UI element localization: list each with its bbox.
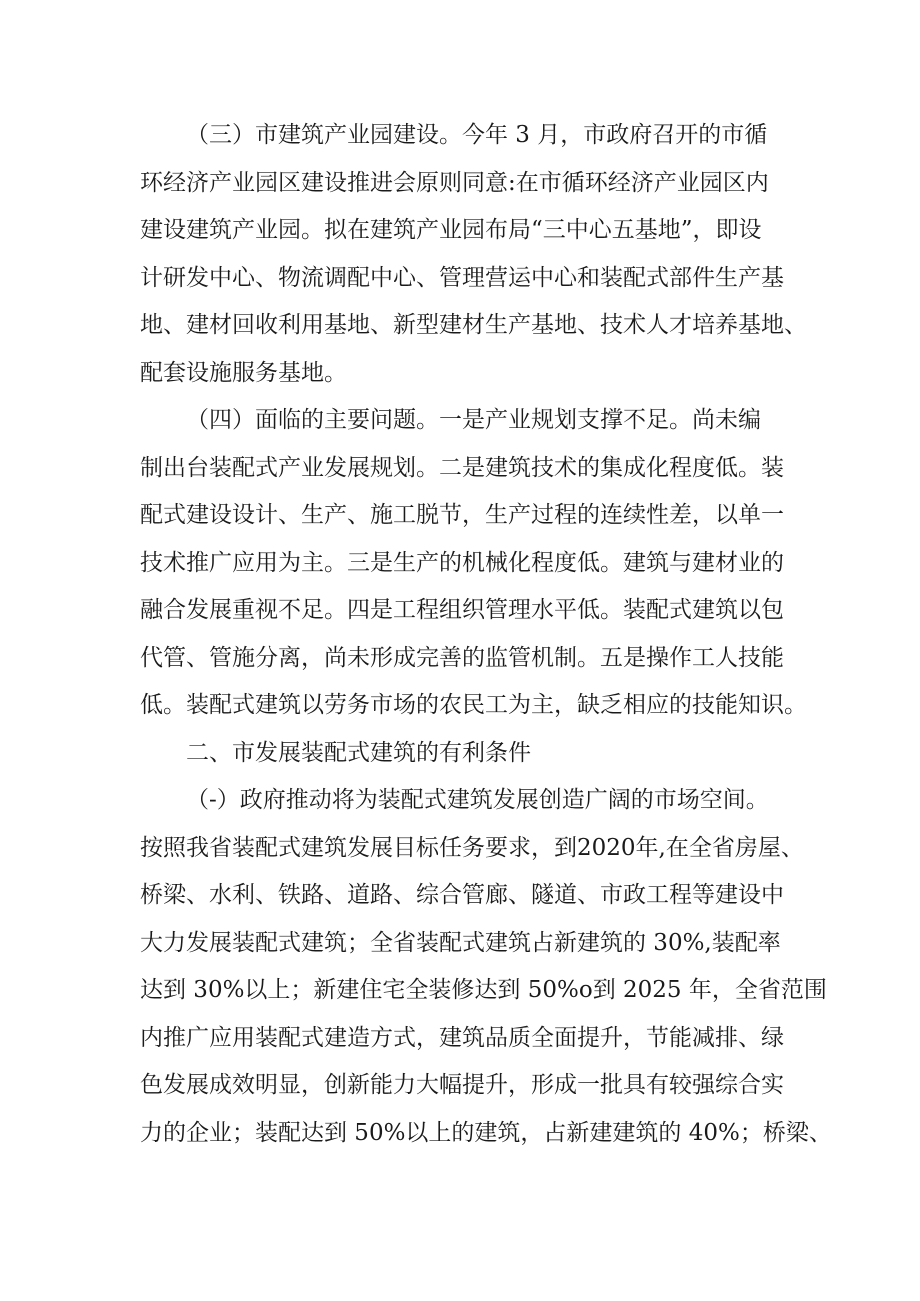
paragraph-3-line-1: （三）市建筑产业园建设。今年 3 月，市政府召开的市循: [186, 122, 768, 148]
paragraph-4-line-5: 融合发展重视不足。四是工程组织管理水平低。装配式建筑以包: [140, 597, 784, 623]
paragraph-3-line-5: 地、建材回收利用基地、新型建材生产基地、技术人才培养基地、: [140, 312, 807, 338]
paragraph-4-line-2: 制出台装配式产业发展规划。二是建筑技术的集成化程度低。装: [140, 454, 784, 481]
document-body: [140, 112, 832, 1157]
paragraph-4-line-1: （四）面临的主要问题。一是产业规划支撑不足。尚未编: [186, 407, 761, 433]
paragraph-5-line-6: 内推广应用装配式建造方式，建筑品质全面提升，节能减排、绿: [140, 1024, 784, 1051]
section-heading: 二、市发展装配式建筑的有利条件: [186, 739, 531, 766]
paragraph-5-line-8: 力的企业；装配达到 50%以上的建筑，占新建建筑的 40%；桥梁、: [140, 1119, 832, 1146]
paragraph-3-line-2: 环经济产业园区建设推进会原则同意:在市循环经济产业园区内: [140, 169, 769, 196]
paragraph-5-line-5: 达到 30%以上；新建住宅全装修达到 50%o到 2025 年，全省范围: [140, 977, 827, 1003]
paragraph-4-line-7: 低。装配式建筑以劳务市场的农民工为主，缺乏相应的技能知识。: [140, 692, 807, 718]
paragraph-3-line-3: 建设建筑产业园。拟在建筑产业园布局“三中心五基地”，即设: [140, 217, 762, 243]
paragraph-4-line-4: 技术推广应用为主。三是生产的机械化程度低。建筑与建材业的: [140, 549, 784, 576]
paragraph-3-line-6: 配套设施服务基地。: [140, 359, 347, 386]
paragraph-5-line-1: （-）政府推动将为装配式建筑发展创造广阔的市场空间。: [186, 787, 769, 813]
paragraph-4-line-3: 配式建设设计、生产、施工脱节，生产过程的连续性差，以单一: [140, 502, 784, 528]
paragraph-5-line-4: 大力发展装配式建筑；全省装配式建筑占新建筑的 30%,装配率: [140, 929, 781, 956]
paragraph-5-line-7: 色发展成效明显，创新能力大幅提升，形成一批具有较强综合实: [140, 1072, 784, 1098]
paragraph-4-line-6: 代管、管施分离，尚未形成完善的监管机制。五是操作工人技能: [140, 644, 784, 671]
paragraph-3-line-4: 计研发中心、物流调配中心、管理营运中心和装配式部件生产基: [140, 264, 784, 291]
paragraph-5-line-2: 按照我省装配式建筑发展目标任务要求，到2020年,在全省房屋、: [140, 834, 804, 861]
paragraph-5-line-3: 桥梁、水利、铁路、道路、综合管廊、隧道、市政工程等建设中: [140, 882, 784, 908]
